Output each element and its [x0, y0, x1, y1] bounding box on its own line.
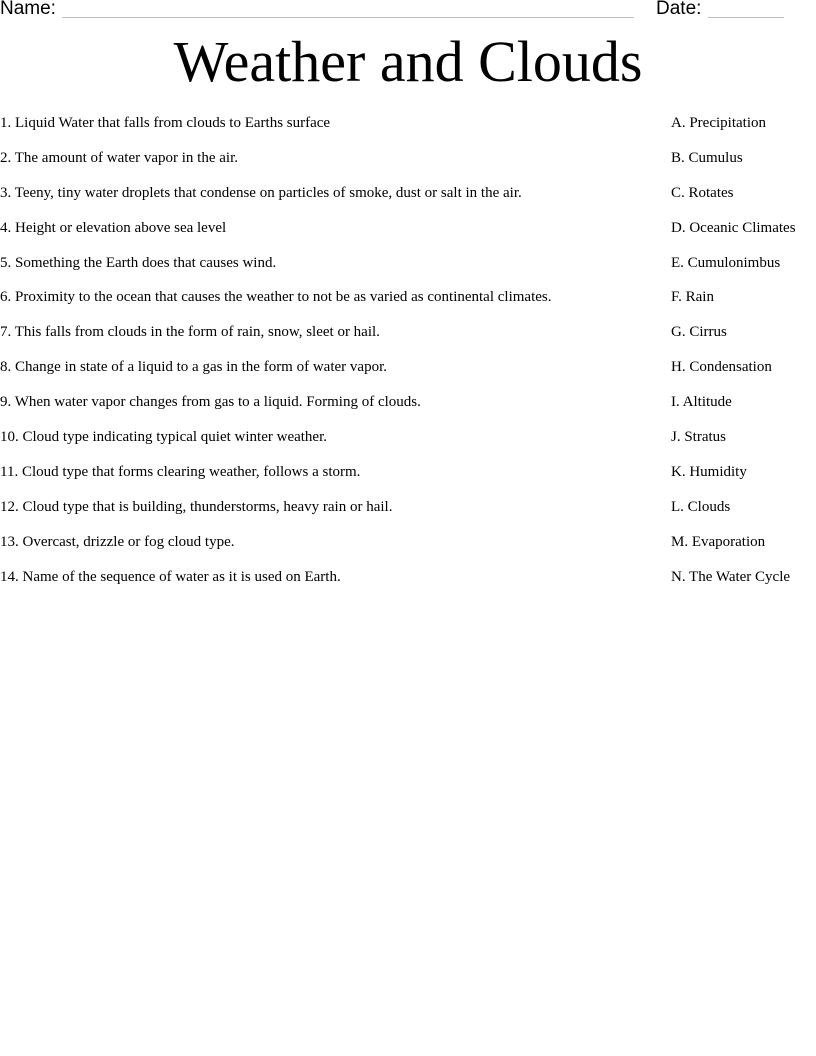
name-label: Name:	[0, 0, 56, 19]
clue-text: 5. Something the Earth does that causes wind.	[0, 254, 277, 271]
clue-text: 10. Cloud type indicating typical quiet winter weather.	[0, 429, 328, 446]
clue-text: 7. This falls from clouds in the form of rain, snow, sleet or hail.	[0, 324, 380, 341]
matching-list	[0, 112, 816, 600]
list-item	[0, 566, 816, 601]
answer-option: E. Cumulonimbus	[671, 254, 781, 271]
clue-text: 12. Cloud type that is building, thunderstorms, heavy rain or hail.	[0, 498, 393, 515]
list-item	[0, 182, 816, 217]
clue-text: 1. Liquid Water that falls from clouds to Earths surface	[0, 115, 331, 131]
answer-option: B. Cumulus	[671, 149, 743, 166]
date-blank-line	[708, 17, 784, 18]
answer-option: L. Clouds	[671, 498, 731, 515]
clue-text: 11. Cloud type that forms clearing weather, follows a storm.	[0, 463, 361, 480]
list-item	[0, 496, 816, 531]
list-item	[0, 356, 816, 391]
answer-option: N. The Water Cycle	[671, 568, 791, 585]
answer-option: K. Humidity	[671, 463, 747, 480]
list-item	[0, 252, 816, 287]
clue-text: 9. When water vapor changes from gas to a liquid. Forming of clouds.	[0, 394, 421, 411]
name-blank-line	[62, 17, 634, 18]
answer-option: I. Altitude	[671, 394, 732, 411]
clue-text: 4. Height or elevation above sea level	[0, 219, 227, 236]
list-item	[0, 217, 816, 252]
answer-option: M. Evaporation	[671, 533, 766, 550]
list-item	[0, 112, 816, 147]
list-item	[0, 286, 816, 321]
answer-option: G. Cirrus	[671, 324, 727, 341]
clue-text: 14. Name of the sequence of water as it is used on Earth.	[0, 568, 341, 585]
worksheet-header	[0, 0, 816, 24]
list-item	[0, 147, 816, 182]
date-label: Date:	[656, 0, 702, 19]
clue-text: 3. Teeny, tiny water droplets that condense on particles of smoke, dust or salt in the air.	[0, 184, 522, 201]
list-item	[0, 426, 816, 461]
list-item	[0, 391, 816, 426]
page-title: Weather and Clouds	[173, 29, 643, 94]
clue-text: 6. Proximity to the ocean that causes the weather to not be as varied as continental climates.	[0, 289, 552, 306]
list-item	[0, 531, 816, 566]
answer-option: H. Condensation	[671, 359, 772, 376]
clue-text: 2. The amount of water vapor in the air.	[0, 149, 238, 166]
list-item	[0, 461, 816, 496]
answer-option: A. Precipitation	[671, 115, 766, 131]
answer-option: F. Rain	[671, 289, 714, 306]
list-item	[0, 321, 816, 356]
clue-text: 13. Overcast, drizzle or fog cloud type.	[0, 533, 235, 550]
answer-option: D. Oceanic Climates	[671, 219, 796, 236]
answer-option: C. Rotates	[671, 184, 734, 201]
answer-option: J. Stratus	[671, 429, 727, 446]
clue-text: 8. Change in state of a liquid to a gas in the form of water vapor.	[0, 359, 387, 376]
